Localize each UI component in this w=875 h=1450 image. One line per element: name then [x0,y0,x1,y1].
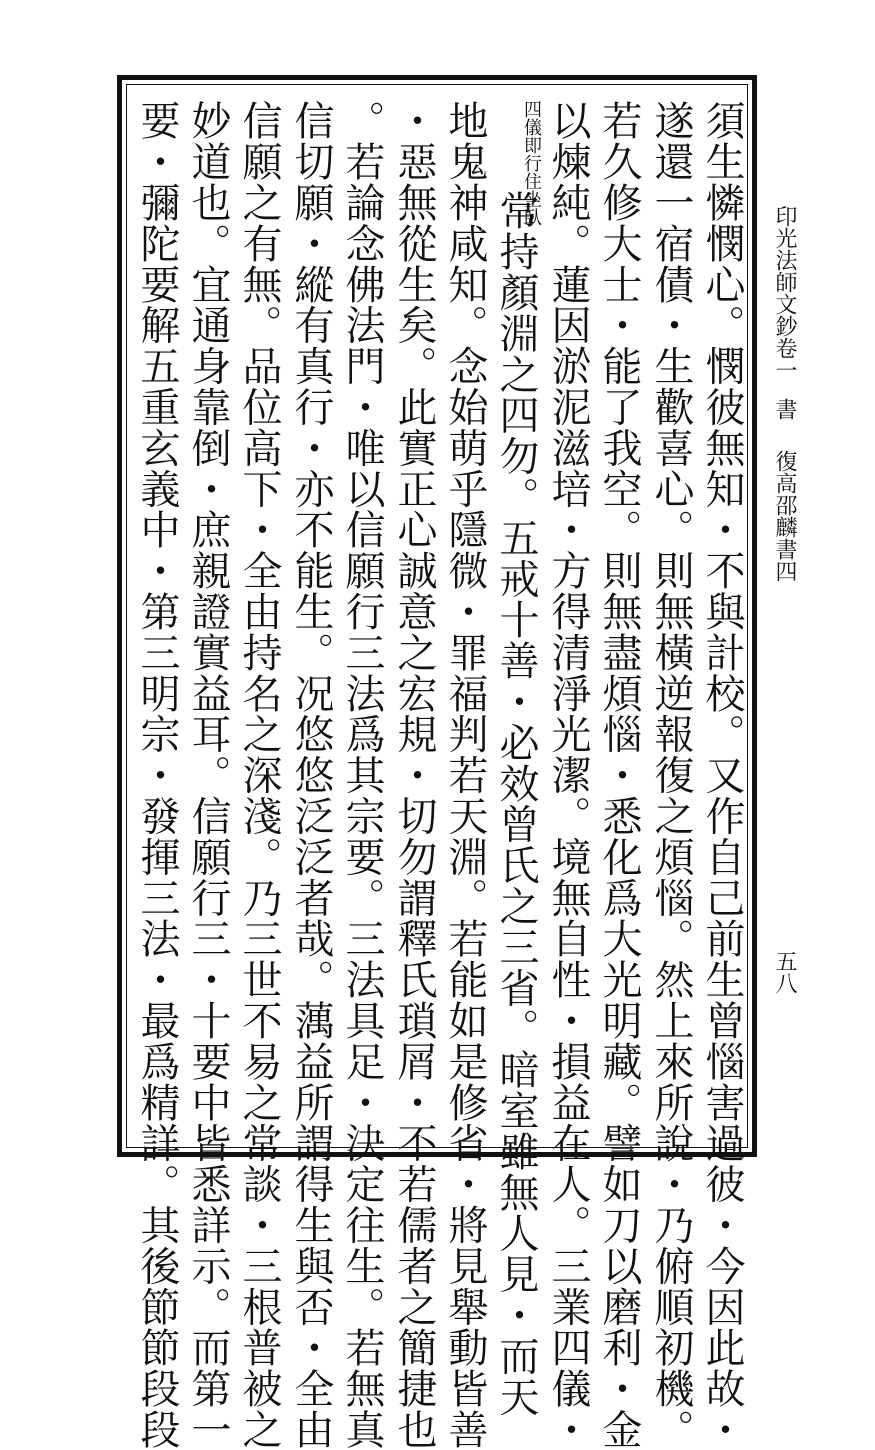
book-title: 印光法師文鈔卷一 [772,205,797,381]
text-column-2: 遂還一宿債・生歡喜心。則無橫逆報復之煩惱。然上來所說・乃俯順初機。 [648,100,694,1450]
text-column-5 [491,100,541,1417]
text-column-10: 信願之有無。品位高下・全由持名之深淺。乃三世不易之常談・三根普被之 [236,100,282,1450]
section-label: 書 [772,398,797,420]
text-column-3: 若久修大士・能了我空。則無盡煩惱・悉化爲大光明藏。譬如刀以磨利・金 [596,100,642,1450]
text-column-9: 信切願・縱有真行・亦不能生。况悠悠泛泛者哉。蕅益所謂得生與否・全由 [288,100,334,1450]
text-column-6: 地鬼神咸知。念始萌乎隱微・罪福判若天淵。若能如是修省・將見舉動皆善 [442,100,488,1450]
letter-title: 復高邵麟書四 [772,450,797,582]
text-column-8: 。若論念佛法門・唯以信願行三法爲其宗要。三法具足・決定往生。若無真 [339,100,385,1450]
text-column-11: 妙道也。宜通身靠倒・庶親證實益耳。信願行三・十要中皆悉詳示。而第一 [185,100,231,1450]
text-column-12: 要・彌陀要解五重玄義中・第三明宗・發揮三法・最爲精詳。其後節節段段 [134,100,180,1450]
text-column-4: 以煉純。蓮因淤泥滋培・方得清淨光潔。境無自性・損益在人。三業四儀・ [545,100,591,1450]
text-column-7: ・惡無從生矣。此實正心誠意之宏規・切勿謂釋氏瑣屑・不若儒者之簡捷也 [391,100,437,1450]
text-column-1: 須生憐憫心。憫彼無知・不與計校。又作自己前生曾惱害過彼・今因此故・ [699,100,745,1450]
text-column-5-main: 常持顏淵之四勿。五戒十善・必效曾氏之三省。暗室雖無人見・而天 [493,190,539,1417]
interlinear-note: 四儀即行住坐臥 [521,100,542,226]
page-number: 五八 [772,950,797,994]
